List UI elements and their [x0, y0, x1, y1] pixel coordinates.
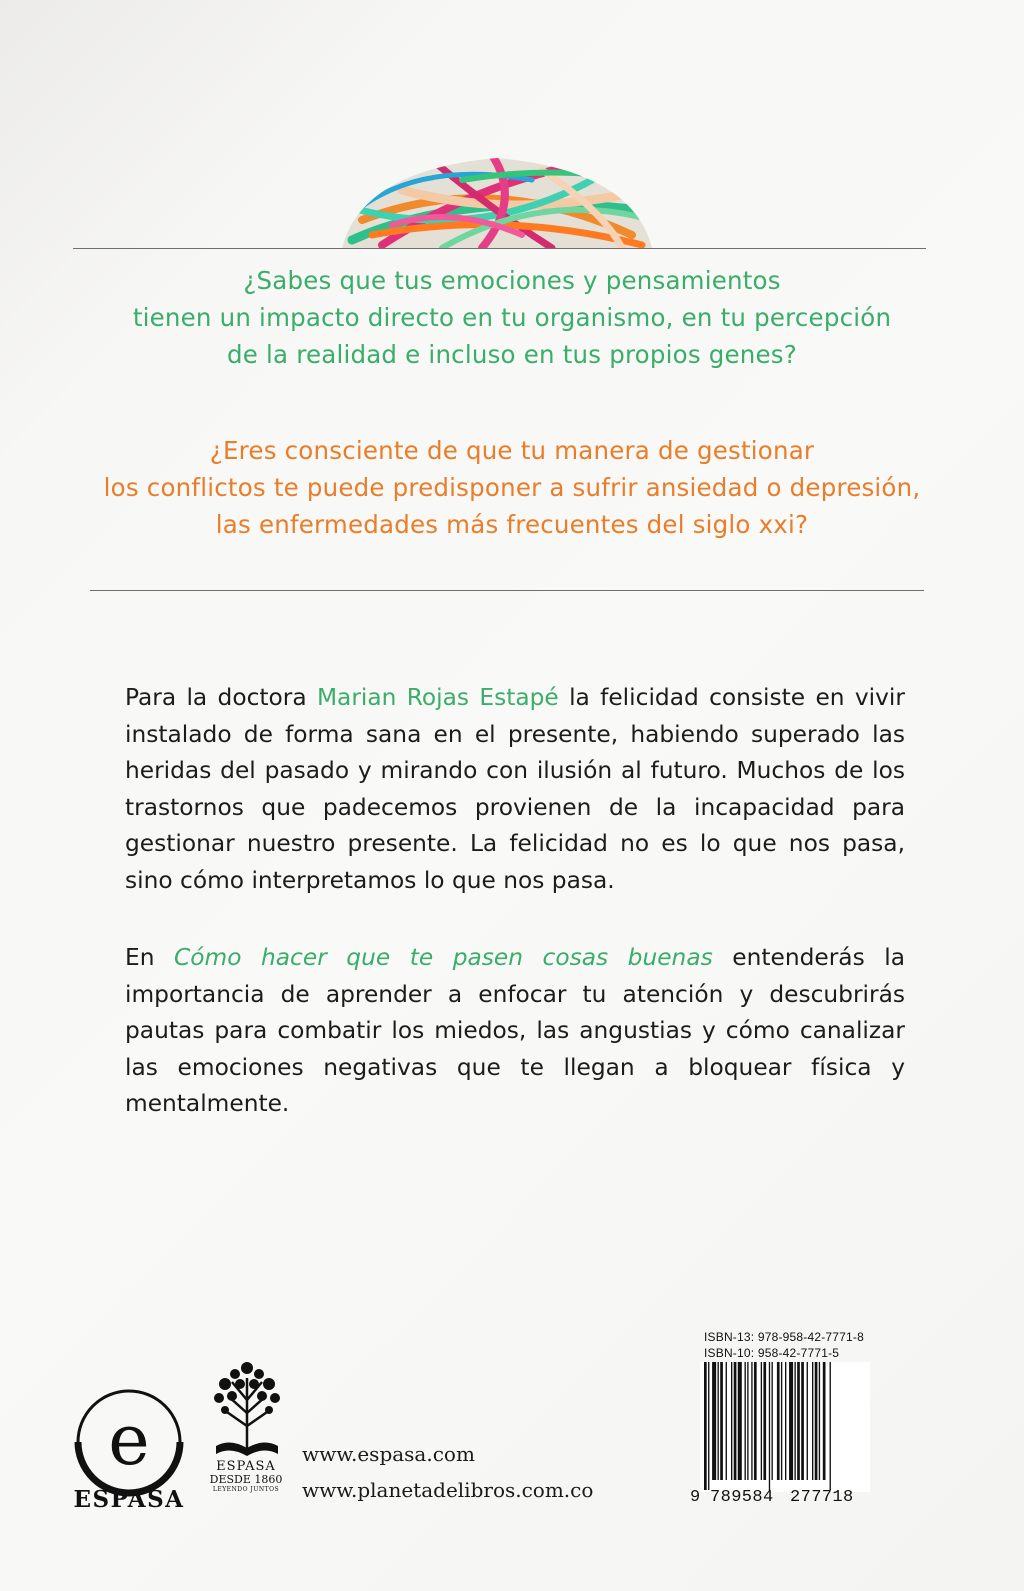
logo-letter: e — [108, 1399, 150, 1481]
orange-question-line: las enfermedades más frecuentes del siglo xxi? — [215, 510, 809, 539]
barcode-bar — [785, 1362, 786, 1480]
rubber-band-ball-illustration — [342, 150, 652, 248]
barcode-bar — [712, 1362, 716, 1480]
website-planeta: www.planetadelibros.com.co — [302, 1478, 594, 1502]
barcode-bar — [745, 1362, 746, 1480]
p1-body: la felicidad consiste en vivir instalado de forma sana en el presente, habiendo superado las heridas del pasado y mirando con ilusión al futuro. Muchos de los trastornos que padecemos provienen de la incapacidad para gestionar nuestro presente. La felicidad no es lo que nos pasa, sino cómo interpretamos lo que nos pasa. — [125, 684, 905, 894]
middle-divider — [90, 590, 924, 591]
barcode-bar — [823, 1362, 826, 1480]
green-question — [60, 262, 964, 373]
barcode-bar — [761, 1362, 762, 1480]
p2-lead: En — [125, 944, 175, 971]
barcode-bar — [789, 1362, 793, 1480]
barcode-bar — [738, 1362, 742, 1480]
orange-question — [60, 432, 964, 543]
barcode-bar — [819, 1362, 820, 1480]
barcode — [700, 1362, 870, 1492]
isbn-10: ISBN-10: 958-42-7771-5 — [704, 1346, 840, 1360]
barcode-bar — [731, 1362, 732, 1480]
barcode-bar — [797, 1362, 800, 1480]
barcode-bar — [747, 1362, 748, 1480]
barcode-bar — [830, 1362, 831, 1490]
barcode-bar — [718, 1362, 719, 1480]
barcode-bar — [781, 1362, 782, 1480]
tree-logo-wordmark — [205, 1460, 287, 1494]
barcode-bar — [777, 1362, 780, 1480]
espasa-e-logo-icon — [70, 1380, 188, 1502]
tree-brand-tagline: LEYENDO JUNTOS — [212, 1486, 280, 1493]
barcode-bar — [772, 1362, 773, 1480]
isbn-13: ISBN-13: 978-958-42-7771-8 — [704, 1330, 864, 1344]
barcode-bar — [769, 1362, 770, 1490]
tree-book-logo-icon — [210, 1358, 284, 1458]
barcode-bar — [794, 1362, 795, 1480]
green-question-line: de la realidad e incluso en tus propios genes? — [227, 340, 797, 369]
orange-question-line: los conflictos te puede predisponer a sufrir ansiedad o depresión, — [103, 473, 921, 502]
barcode-bar — [751, 1362, 752, 1480]
tree-brand-since: DESDE 1860 — [209, 1473, 283, 1486]
barcode-bar — [734, 1362, 737, 1480]
website-espasa: www.espasa.com — [302, 1442, 475, 1466]
synopsis-paragraph-1 — [125, 680, 905, 899]
barcode-bar — [754, 1362, 757, 1480]
barcode-bar — [708, 1362, 709, 1490]
barcode-left-group: 789584 — [710, 1488, 774, 1507]
barcode-bar — [801, 1362, 804, 1480]
book-title: Cómo hacer que te pasen cosas buenas — [174, 944, 713, 971]
barcode-bar — [815, 1362, 818, 1480]
orange-question-line: ¿Eres consciente de que tu manera de gestionar — [209, 436, 815, 465]
green-question-line: tienen un impacto directo en tu organismo, en tu percepción — [132, 303, 892, 332]
p2-body: entenderás la importancia de aprender a enfocar tu atención y descubrirás pautas para combatir los miedos, las angustias y cómo canalizar las emociones negativas que te llegan a bloquear física y mentalmente. — [125, 944, 905, 1117]
barcode-right-group: 277718 — [790, 1488, 854, 1507]
barcode-first-digit: 9 — [690, 1488, 701, 1507]
green-question-line: ¿Sabes que tus emociones y pensamientos — [243, 266, 781, 295]
barcode-bar — [704, 1362, 707, 1490]
synopsis-paragraph-2 — [125, 940, 905, 1123]
author-name: Marian Rojas Estapé — [316, 684, 559, 711]
barcode-bar — [763, 1362, 766, 1480]
barcode-bar — [812, 1362, 813, 1480]
publisher-name: ESPASA — [73, 1486, 185, 1513]
barcode-bar — [726, 1362, 727, 1480]
top-divider — [73, 248, 926, 249]
barcode-bar — [720, 1362, 723, 1480]
barcode-bar — [807, 1362, 808, 1480]
tree-brand-name: ESPASA — [216, 1459, 276, 1474]
p1-lead: Para la doctora — [125, 684, 317, 711]
